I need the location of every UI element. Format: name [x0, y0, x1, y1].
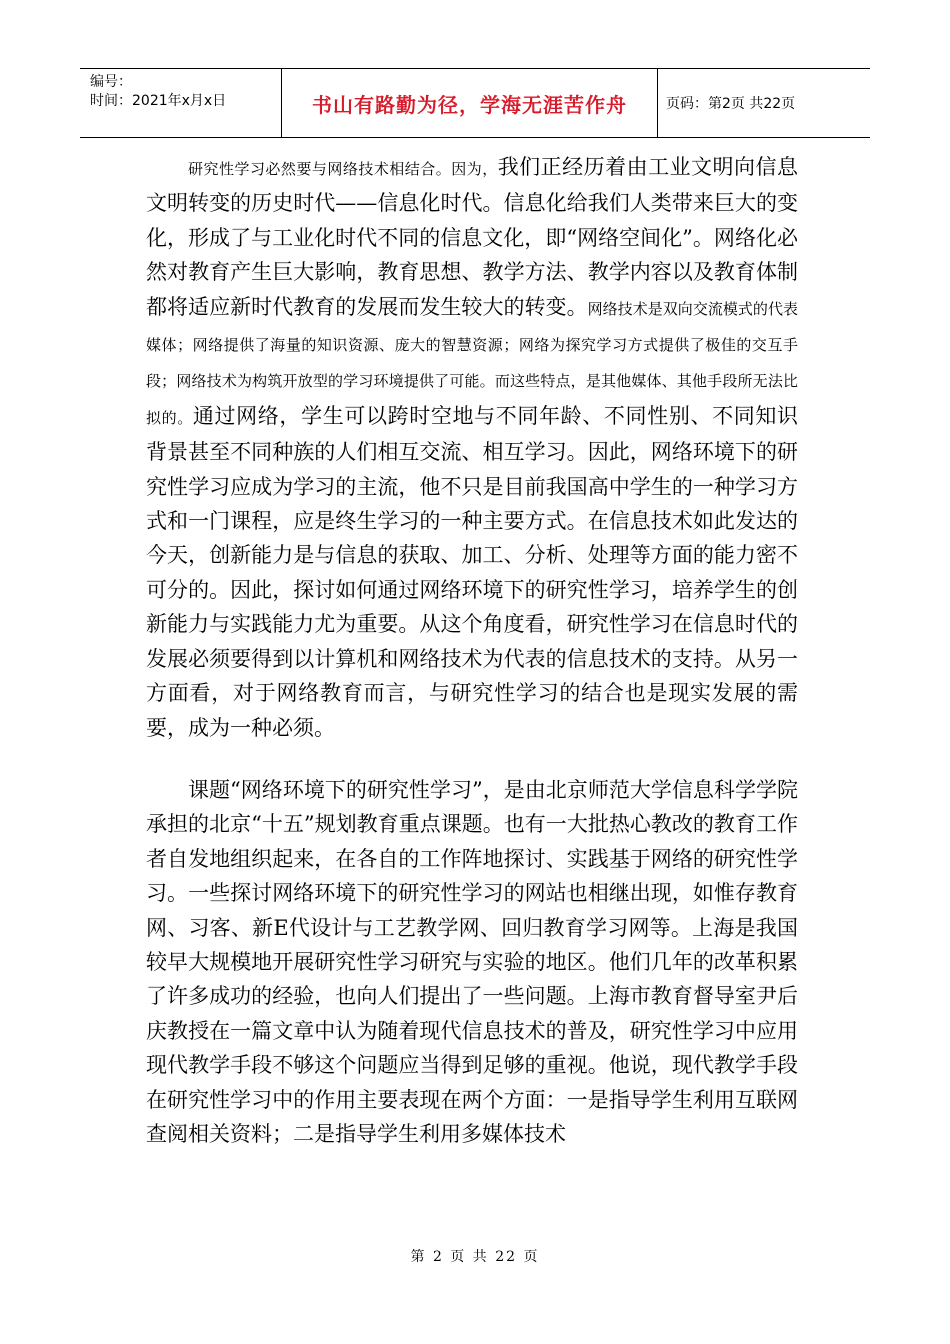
document-body: [146, 150, 798, 1151]
document-number-label: 编号：: [90, 74, 132, 90]
header-page-info: 页码：第2页 共22页: [666, 96, 796, 112]
header-meta: [80, 69, 282, 137]
paragraph-1: [146, 150, 798, 745]
document-date: 时间：2021年x月x日: [90, 93, 227, 109]
paragraph-1-lead: 研究性学习必然要与网络技术相结合。因为，: [188, 160, 498, 178]
paragraph-1-main: 我们正经历着由工业文明向信息文明转变的历史时代——信息化时代。信息化给我们人类带来巨大的变化，形成了与工业化时代不同的信息文化，即“网络空间化”。网络化必然对教育产生巨大影响，教育思想、教学方法、教学内容以及教育体制都将适应新时代教育的发展而发生较大的转变。: [146, 155, 798, 319]
header-motto: 书山有路勤为径，学海无涯苦作舟: [282, 69, 658, 137]
paragraph-1-rest: 通过网络，学生可以跨时空地与不同年龄、不同性别、不同知识背景甚至不同种族的人们相互交流、相互学习。因此，网络环境下的研究性学习应成为学习的主流，他不只是目前我国高中学生的一种学习方式和一门课程，应是终生学习的一种主要方式。在信息技术如此发达的今天，创新能力是与信息的获取、加工、分析、处理等方面的能力密不可分的。因此，探讨如何通过网络环境下的研究性学习，培养学生的创新能力与实践能力尤为重要。从这个角度看，研究性学习在信息时代的发展必须要得到以计算机和网络技术为代表的信息技术的支持。从另一方面看，对于网络教育而言，与研究性学习的结合也是现实发展的需要，成为一种必须。: [146, 403, 798, 740]
paragraph-1-small-text: 网络技术是双向交流模式的代表媒体；网络提供了海量的知识资源、庞大的智慧资源；网络为探究学习方式提供了极佳的交互手段；网络技术为构筑开放型的学习环境提供了可能。而这些特点，是其他媒体、其他手段所无法比拟的。: [146, 299, 798, 427]
page-footer: 第 2 页 共 22 页: [410, 1249, 540, 1265]
paragraph-2: 课题“网络环境下的研究性学习”，是由北京师范大学信息科学学院承担的北京“十五”规划教育重点课题。也有一大批热心教改的教育工作者自发地组织起来，在各自的工作阵地探讨、实践基于网络的研究性学习。一些探讨网络环境下的研究性学习的网站也相继出现，如惟存教育网、习客、新E代设计与工艺教学网、回归教育学习网等。上海是我国较早大规模地开展研究性学习研究与实验的地区。他们几年的改革积累了许多成功的经验，也向人们提出了一些问题。上海市教育督导室尹后庆教授在一篇文章中认为随着现代信息技术的普及，研究性学习中应用现代教学手段不够这个问题应当得到足够的重视。他说，现代教学手段在研究性学习中的作用主要表现在两个方面：一是指导学生利用互联网查阅相关资料；二是指导学生利用多媒体技术: [146, 777, 798, 1146]
page-header: [80, 68, 870, 138]
